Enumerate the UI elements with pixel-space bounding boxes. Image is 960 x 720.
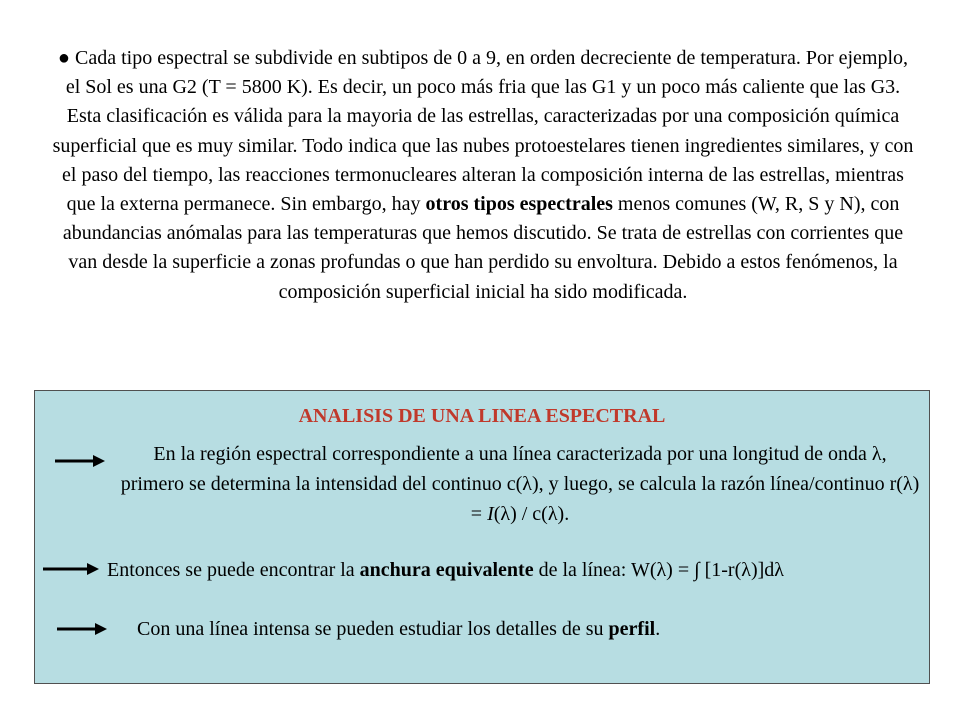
spectral-line-analysis-panel xyxy=(34,390,930,684)
right-arrow-icon xyxy=(43,562,99,576)
intro-bold-text: otros tipos espectrales xyxy=(425,193,613,216)
bullet-3-bold: perfil xyxy=(608,618,656,640)
intro-text-2: menos comunes (W, R, S y N), con abundancias anómalas para las temperaturas que hemos discutido. Se trata de estrellas con corrientes que van desde la superficie a zonas profundas o que han perdido su envoltura. Debido a estos fenómenos, la composición superficial inicial ha sido modificada. xyxy=(62,193,904,303)
bullet-equivalent-width xyxy=(107,555,927,585)
bullet-3-text-1: Con una línea intensa se pueden estudiar los detalles de su xyxy=(137,618,609,640)
bullet-1-text-1: En la región espectral correspondiente a una línea caracterizada por una longitud de onda λ, primero se determina la intensidad del continuo c(λ), y luego, se calcula la razón línea/continuo r(λ) = xyxy=(120,443,920,525)
panel-title: ANALISIS DE UNA LINEA ESPECTRAL xyxy=(298,405,666,427)
bullet-1-text-2: (λ) / c(λ). xyxy=(493,503,570,525)
right-arrow-icon xyxy=(55,454,105,468)
bullet-2-text-1: Entonces se puede encontrar la xyxy=(107,559,360,581)
bullet-line-profile xyxy=(137,614,837,644)
bullet-continuum-ratio xyxy=(120,439,920,529)
right-arrow-icon xyxy=(57,622,107,636)
bullet-3-text-2: . xyxy=(655,618,661,640)
intro-paragraph xyxy=(50,44,916,307)
bullet-2-text-2: de la línea: W(λ) = ∫ [1-r(λ)]dλ xyxy=(533,559,784,581)
intro-text-1: ● Cada tipo espectral se subdivide en subtipos de 0 a 9, en orden decreciente de temperatura. Por ejemplo, el Sol es una G2 (T = 5800 K). Es decir, un poco más fria que las G1 y un poco más caliente que las G3. Esta clasificación es válida para la mayoria de las estrellas, caracterizadas por una composición química superficial que es muy similar. Todo indica que las nubes protoestelares tienen ingredientes similares, y con el paso del tiempo, las reacciones termonucleares alteran la composición interna de las estrellas, mientras que la externa permanece. Sin embargo, hay xyxy=(52,47,914,216)
bullet-2-bold: anchura equivalente xyxy=(359,559,534,581)
bullet-1-italic: I xyxy=(487,503,494,525)
